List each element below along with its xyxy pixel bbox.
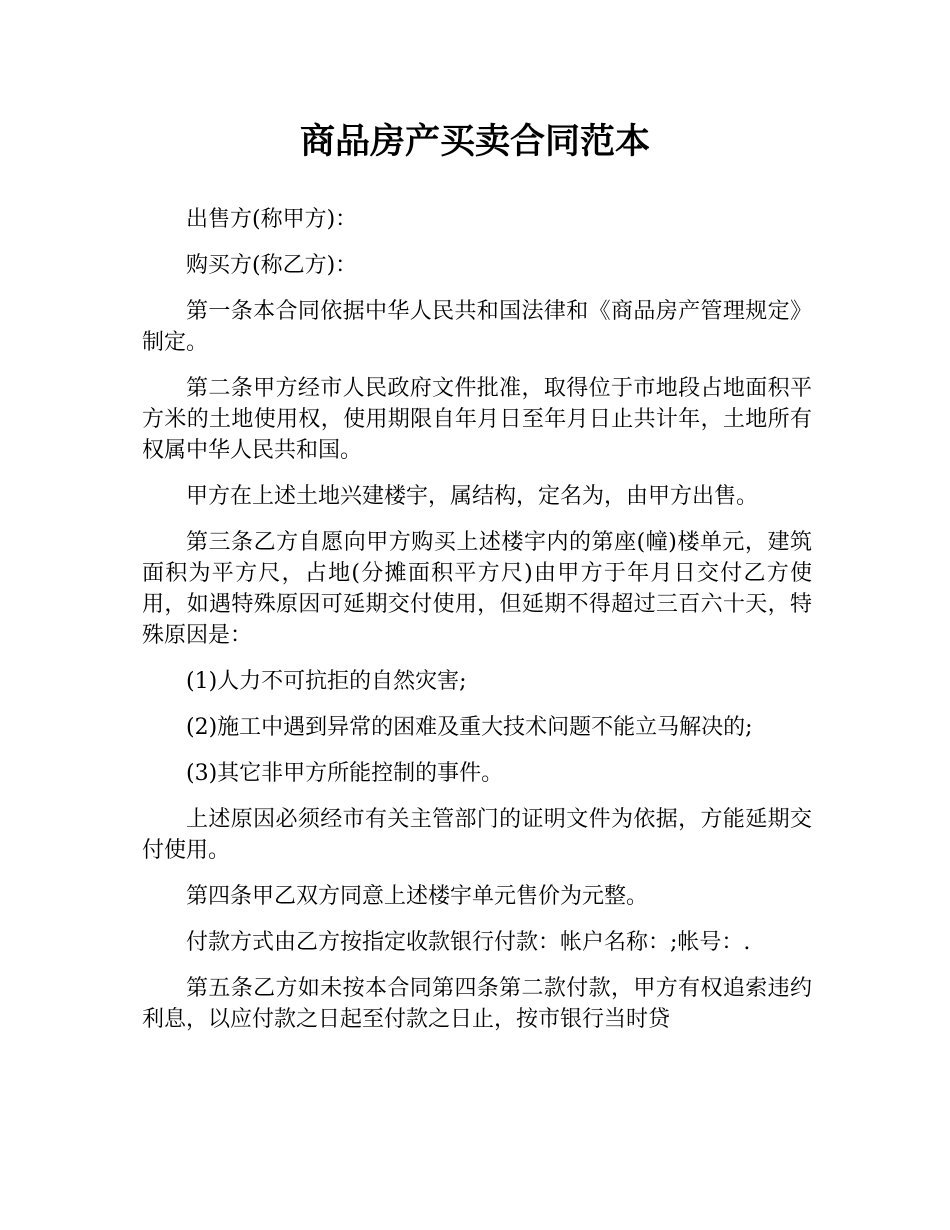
paragraph-reason-3: (3)其它非甲方所能控制的事件。	[186, 761, 504, 786]
paragraph-reason-proof: 上述原因必须经市有关主管部门的证明文件为依据，方能延期交付使用。	[142, 807, 812, 863]
document-title: 商品房产买卖合同范本	[299, 122, 650, 162]
paragraph-building-note: 甲方在上述土地兴建楼宇，属结构，定名为，由甲方出售。	[186, 484, 759, 509]
paragraph-payment-method: 付款方式由乙方按指定收款银行付款：帐户名称：;帐号：.	[186, 930, 751, 955]
paragraph-article-4: 第四条甲乙双方同意上述楼宇单元售价为元整。	[186, 884, 649, 909]
paragraph-article-5: 第五条乙方如未按本合同第四条第二款付款，甲方有权追索违约利息，以应付款之日起至付款之日止，按市银行当时贷	[142, 976, 812, 1032]
paragraph-reason-1: (1)人力不可抗拒的自然灾害;	[186, 669, 467, 694]
paragraph-article-2: 第二条甲方经市人民政府文件批准，取得位于市地段占地面积平方米的土地使用权，使用期限自年月日至年月日止共计年，土地所有权属中华人民共和国。	[142, 376, 812, 463]
document-body	[142, 204, 812, 1050]
paragraph-article-1: 第一条本合同依据中华人民共和国法律和《商品房产管理规定》制定。	[142, 299, 812, 355]
paragraph-seller: 出售方(称甲方)：	[186, 207, 358, 232]
paragraph-article-3: 第三条乙方自愿向甲方购买上述楼宇内的第座(幢)楼单元，建筑面积为平方尺，占地(分摊面积平方尺)由甲方于年月日交付乙方使用，如遇特殊原因可延期交付使用，但延期不得超过三百六十天，特殊原因是：	[142, 530, 812, 648]
paragraph-reason-2: (2)施工中遇到异常的困难及重大技术问题不能立马解决的;	[186, 715, 753, 740]
paragraph-buyer: 购买方(称乙方)：	[186, 253, 358, 278]
